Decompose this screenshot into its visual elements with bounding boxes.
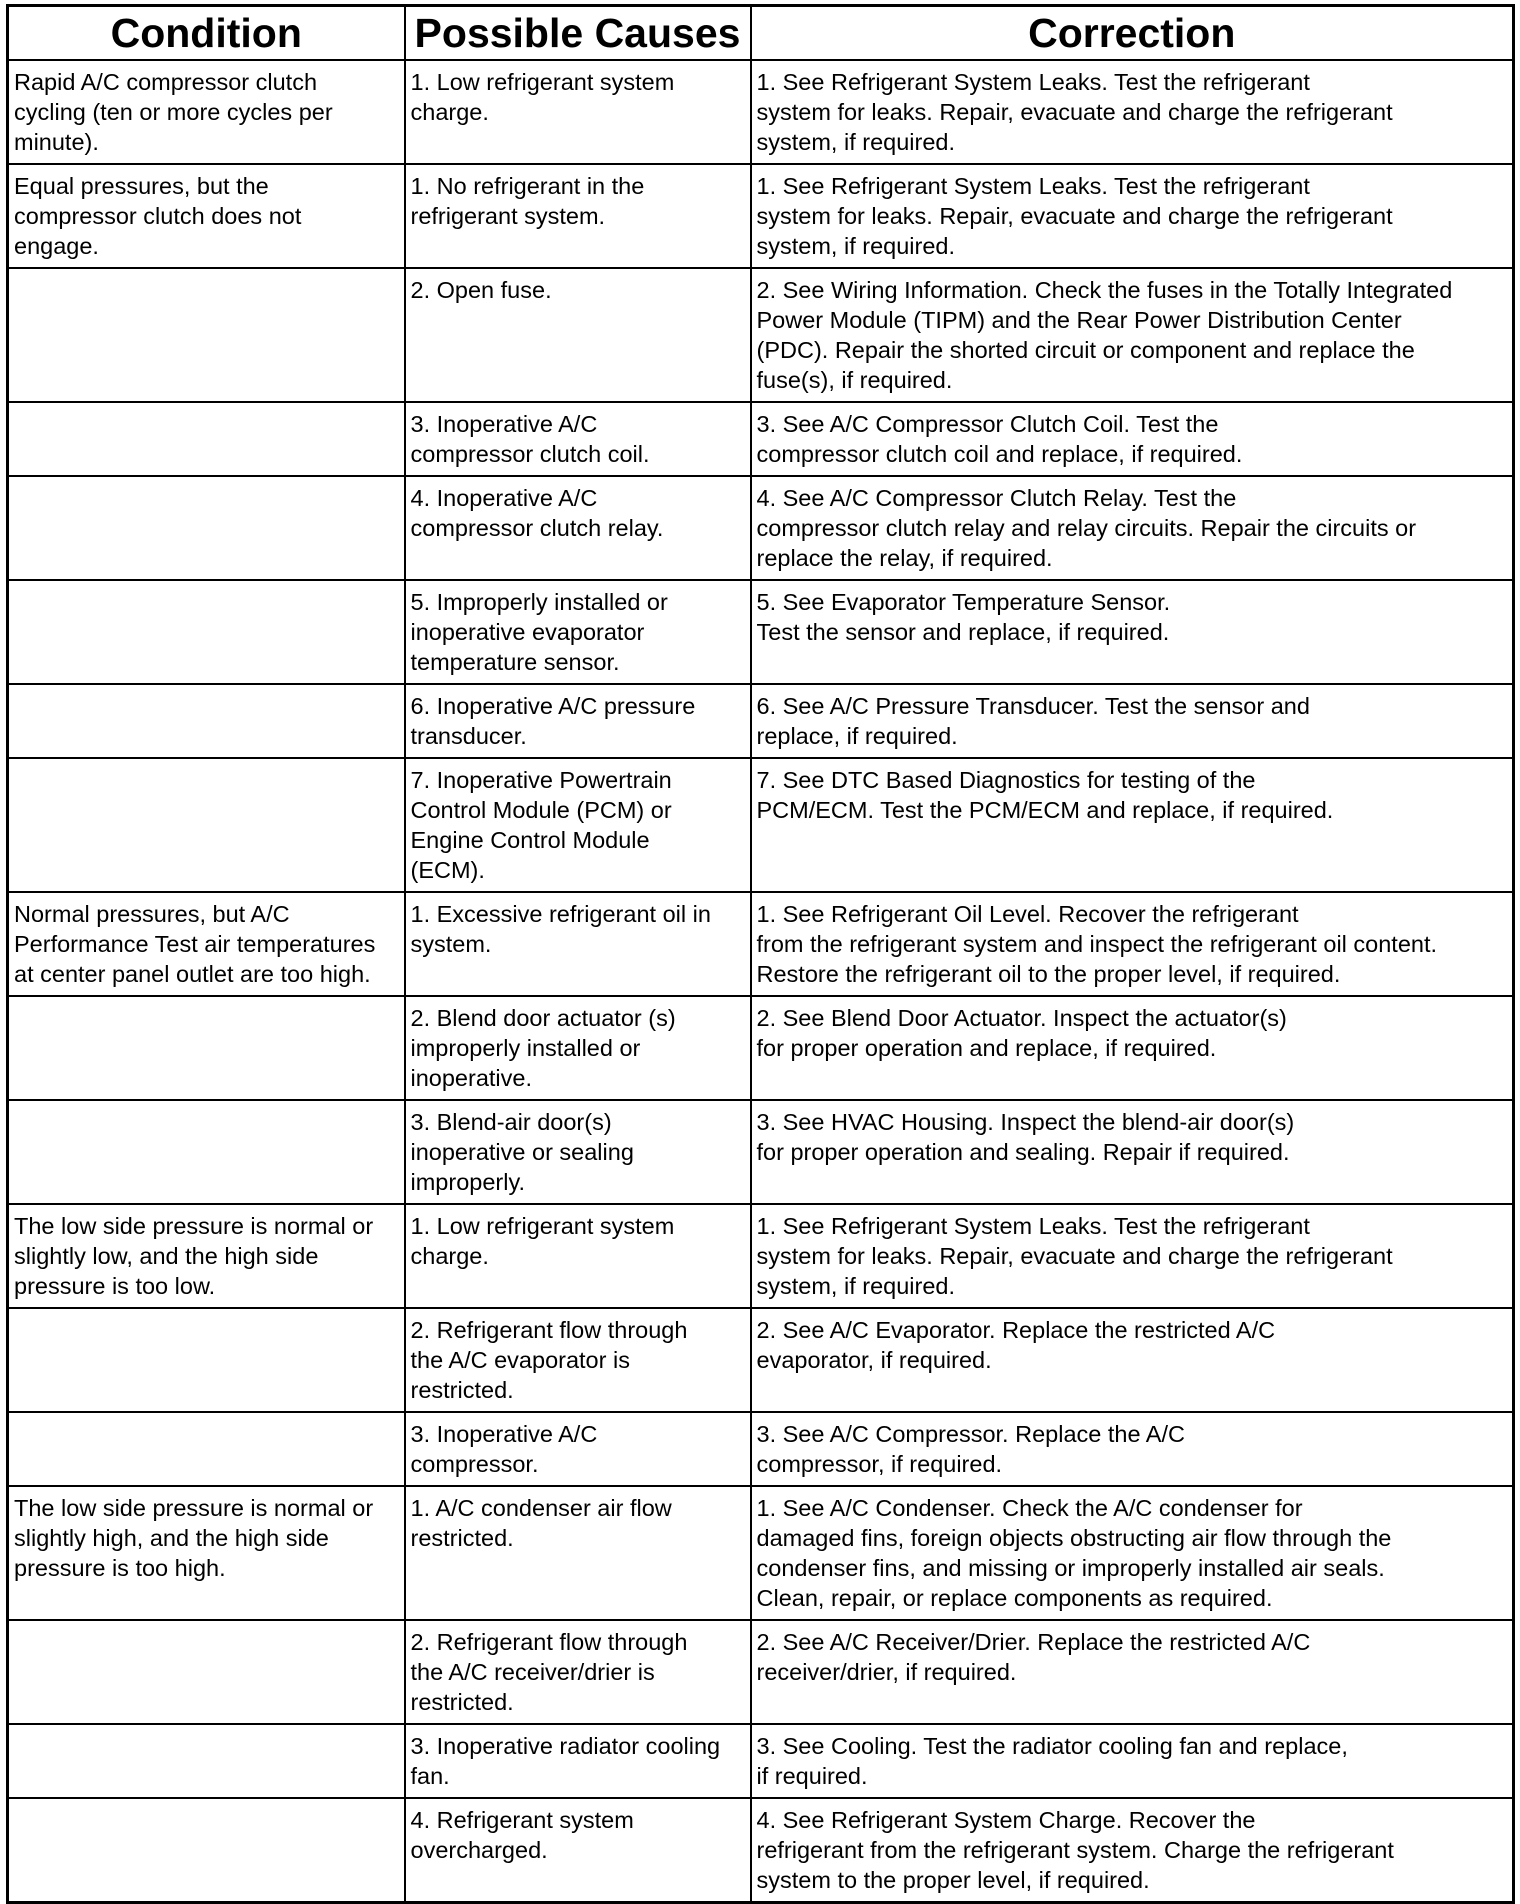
condition-cell [8,1620,405,1724]
correction-cell: 2. See Blend Door Actuator. Inspect the actuator(s) for proper operation and replace, if required. [751,996,1514,1100]
condition-cell: Rapid A/C compressor clutch cycling (ten or more cycles per minute). [8,60,405,164]
condition-cell [8,476,405,580]
correction-cell: 3. See Cooling. Test the radiator cooling fan and replace, if required. [751,1724,1514,1798]
table-row [8,1100,1514,1204]
cause-cell: 3. Inoperative A/C compressor clutch coil. [405,402,751,476]
condition-cell: The low side pressure is normal or slightly low, and the high side pressure is too low. [8,1204,405,1308]
cause-cell: 7. Inoperative Powertrain Control Module (PCM) or Engine Control Module (ECM). [405,758,751,892]
cause-cell: 1. Low refrigerant system charge. [405,60,751,164]
correction-cell: 1. See Refrigerant System Leaks. Test the refrigerant system for leaks. Repair, evacuate and charge the refrigerant system, if required. [751,1204,1514,1308]
header-possible-causes: Possible Causes [405,6,751,61]
table-row [8,684,1514,758]
correction-cell: 2. See A/C Receiver/Drier. Replace the restricted A/C receiver/drier, if required. [751,1620,1514,1724]
table-row [8,580,1514,684]
condition-cell [8,758,405,892]
cause-cell: 1. No refrigerant in the refrigerant system. [405,164,751,268]
correction-cell: 4. See A/C Compressor Clutch Relay. Test the compressor clutch relay and relay circuits. Repair the circuits or replace the relay, if required. [751,476,1514,580]
cause-cell: 5. Improperly installed or inoperative evaporator temperature sensor. [405,580,751,684]
cause-cell: 2. Refrigerant flow through the A/C evaporator is restricted. [405,1308,751,1412]
cause-cell: 1. Low refrigerant system charge. [405,1204,751,1308]
condition-cell [8,684,405,758]
table-row [8,996,1514,1100]
correction-cell: 5. See Evaporator Temperature Sensor. Test the sensor and replace, if required. [751,580,1514,684]
cause-cell: 6. Inoperative A/C pressure transducer. [405,684,751,758]
table-row [8,1620,1514,1724]
table-row [8,402,1514,476]
cause-cell: 3. Blend-air door(s) inoperative or sealing improperly. [405,1100,751,1204]
cause-cell: 4. Inoperative A/C compressor clutch relay. [405,476,751,580]
condition-cell [8,1724,405,1798]
correction-cell: 1. See Refrigerant System Leaks. Test the refrigerant system for leaks. Repair, evacuate and charge the refrigerant system, if required. [751,60,1514,164]
condition-cell: Equal pressures, but the compressor clutch does not engage. [8,164,405,268]
table-row [8,1486,1514,1620]
cause-cell: 3. Inoperative radiator cooling fan. [405,1724,751,1798]
table-row [8,164,1514,268]
header-condition: Condition [8,6,405,61]
correction-cell: 4. See Refrigerant System Charge. Recover the refrigerant from the refrigerant system. Charge the refrigerant system to the proper level, if required. [751,1798,1514,1903]
table-row [8,1798,1514,1903]
correction-cell: 7. See DTC Based Diagnostics for testing of the PCM/ECM. Test the PCM/ECM and replace, if required. [751,758,1514,892]
table-row [8,1308,1514,1412]
condition-cell: The low side pressure is normal or slightly high, and the high side pressure is too high. [8,1486,405,1620]
condition-cell [8,1100,405,1204]
table-row [8,268,1514,402]
correction-cell: 2. See Wiring Information. Check the fuses in the Totally Integrated Power Module (TIPM) and the Rear Power Distribution Center (PDC). Repair the shorted circuit or component and replace the fuse(s), if required. [751,268,1514,402]
cause-cell: 2. Open fuse. [405,268,751,402]
cause-cell: 1. A/C condenser air flow restricted. [405,1486,751,1620]
correction-cell: 3. See A/C Compressor. Replace the A/C compressor, if required. [751,1412,1514,1486]
cause-cell: 4. Refrigerant system overcharged. [405,1798,751,1903]
correction-cell: 2. See A/C Evaporator. Replace the restricted A/C evaporator, if required. [751,1308,1514,1412]
correction-cell: 1. See A/C Condenser. Check the A/C condenser for damaged fins, foreign objects obstructing air flow through the condenser fins, and missing or improperly installed air seals. Clean, repair, or replace components as required. [751,1486,1514,1620]
condition-cell [8,580,405,684]
header-correction: Correction [751,6,1514,61]
table-row [8,1412,1514,1486]
condition-cell: Normal pressures, but A/C Performance Test air temperatures at center panel outlet are too high. [8,892,405,996]
correction-cell: 1. See Refrigerant System Leaks. Test the refrigerant system for leaks. Repair, evacuate and charge the refrigerant system, if required. [751,164,1514,268]
table-row [8,476,1514,580]
correction-cell: 1. See Refrigerant Oil Level. Recover the refrigerant from the refrigerant system and inspect the refrigerant oil content. Restore the refrigerant oil to the proper level, if required. [751,892,1514,996]
correction-cell: 3. See HVAC Housing. Inspect the blend-air door(s) for proper operation and sealing. Repair if required. [751,1100,1514,1204]
correction-cell: 6. See A/C Pressure Transducer. Test the sensor and replace, if required. [751,684,1514,758]
diagnosis-table [6,4,1515,1904]
condition-cell [8,996,405,1100]
header-row [8,6,1514,61]
cause-cell: 1. Excessive refrigerant oil in system. [405,892,751,996]
table-row [8,60,1514,164]
correction-cell: 3. See A/C Compressor Clutch Coil. Test the compressor clutch coil and replace, if required. [751,402,1514,476]
table-row [8,758,1514,892]
condition-cell [8,1412,405,1486]
table-row [8,892,1514,996]
table-row [8,1204,1514,1308]
condition-cell [8,268,405,402]
condition-cell [8,1308,405,1412]
cause-cell: 3. Inoperative A/C compressor. [405,1412,751,1486]
cause-cell: 2. Blend door actuator (s) improperly installed or inoperative. [405,996,751,1100]
table-row [8,1724,1514,1798]
condition-cell [8,402,405,476]
condition-cell [8,1798,405,1903]
cause-cell: 2. Refrigerant flow through the A/C receiver/drier is restricted. [405,1620,751,1724]
